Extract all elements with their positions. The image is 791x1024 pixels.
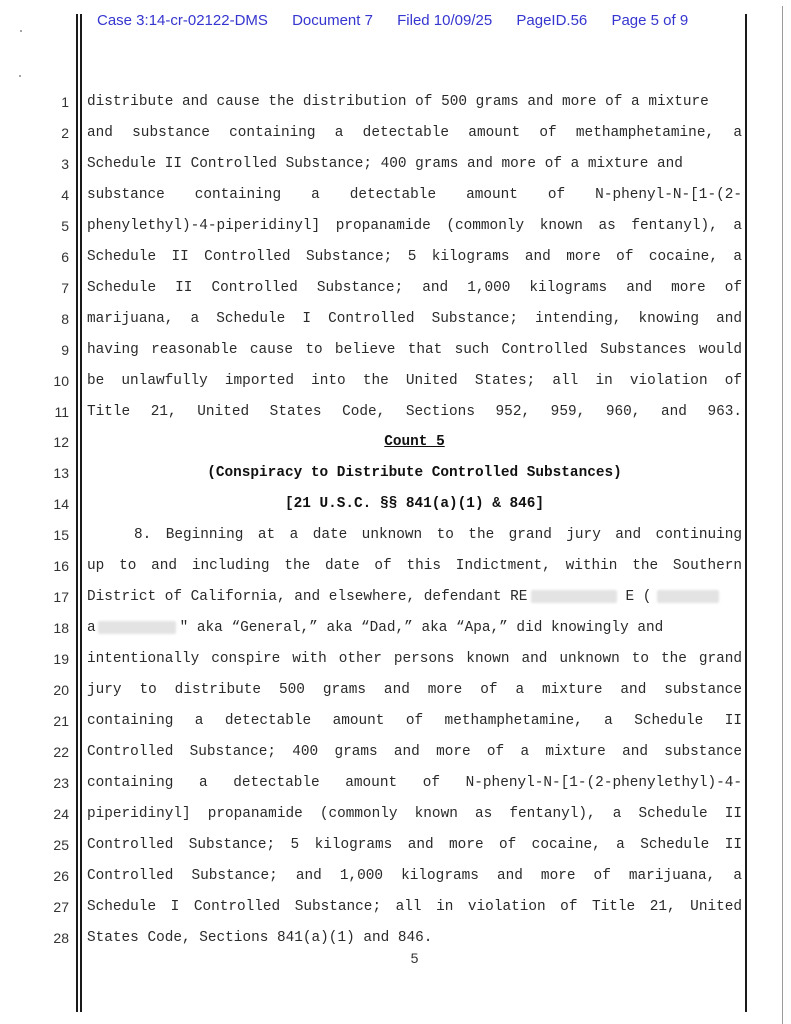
court-filing-header [97,12,708,29]
line-number: 22 [53,744,69,760]
page-id: PageID.56 [516,12,588,29]
document-number: Document 7 [292,12,373,29]
case-number: Case 3:14-cr-02122-DMS [97,12,268,29]
line-number: 11 [54,404,69,420]
text-line: having reasonable cause to believe that such Controlled Substances would [87,342,742,358]
text-line: containing a detectable amount of N-phenyl-N-[1-(2-phenylethyl)-4- [87,775,742,791]
line-number: 8 [61,311,69,327]
text-line: be unlawfully imported into the United States; all in violation of [87,373,742,389]
line-number: 26 [53,868,69,884]
right-margin-rule [745,14,747,1012]
line-number: 14 [53,496,69,512]
line-number: 25 [53,837,69,853]
count-statute: [21 U.S.C. §§ 841(a)(1) & 846] [284,496,545,512]
text-line: distribute and cause the distribution of 500 grams and more of a mixture [87,94,709,110]
text-line: up to and including the date of this Indictment, within the Southern [87,558,742,574]
text-line: States Code, Sections 841(a)(1) and 846. [87,930,433,946]
text-segment: E ( [625,589,652,605]
line-number: 21 [53,713,69,729]
text-line: marijuana, a Schedule I Controlled Substance; intending, knowing and [87,311,742,327]
line-number: 10 [53,373,69,389]
line-number: 1 [61,94,69,110]
page-number-footer: 5 [410,950,419,966]
text-line [87,589,742,605]
text-line [87,434,742,450]
line-number: 16 [53,558,69,574]
text-line: Controlled Substance; 400 grams and more of a mixture and substance [87,744,742,760]
text-line: containing a detectable amount of methamphetamine, a Schedule II [87,713,742,729]
text-line: phenylethyl)-4-piperidinyl] propanamide (commonly known as fentanyl), a [87,218,742,234]
line-number: 20 [53,682,69,698]
page-of-total: Page 5 of 9 [611,12,689,29]
line-number: 18 [53,620,69,636]
text-line: substance containing a detectable amount of N-phenyl-N-[1-(2- [87,187,742,203]
text-segment: District of California, and elsewhere, defendant RE [87,589,528,605]
line-number: 27 [53,899,69,915]
paragraph-start: 8. Beginning at a date unknown to the grand jury and continuing [134,527,742,543]
filed-date: Filed 10/09/25 [397,12,493,29]
count-heading: Count 5 [384,434,445,450]
scan-speck [19,75,21,77]
text-line [87,620,742,636]
line-number: 3 [61,156,69,172]
text-line: Schedule I Controlled Substance; all in violation of Title 21, United [87,899,742,915]
line-number: 5 [61,218,69,234]
left-margin-rule-outer [76,14,78,1012]
line-number: 15 [53,527,69,543]
redaction-blur [657,590,719,603]
line-number: 13 [53,465,69,481]
scan-speck [20,30,22,32]
text-segment: a [87,620,96,636]
line-number: 19 [53,651,69,667]
text-line: Title 21, United States Code, Sections 952, 959, 960, and 963. [87,404,742,420]
text-line: Schedule II Controlled Substance; 400 grams and more of a mixture and [87,156,683,172]
line-number: 24 [53,806,69,822]
text-line: and substance containing a detectable amount of methamphetamine, a [87,125,742,141]
redaction-blur [531,590,617,603]
line-number: 6 [61,249,69,265]
text-line: Controlled Substance; 5 kilograms and more of cocaine, a Schedule II [87,837,742,853]
text-segment: " aka “General,” aka “Dad,” aka “Apa,” did knowingly and [179,620,664,636]
text-line: Controlled Substance; and 1,000 kilograms and more of marijuana, a [87,868,742,884]
redaction-blur [98,621,176,634]
page-edge-line [782,6,783,1024]
line-number: 9 [61,342,69,358]
line-number: 2 [61,125,69,141]
text-line: piperidinyl] propanamide (commonly known as fentanyl), a Schedule II [87,806,742,822]
text-line: Schedule II Controlled Substance; 5 kilograms and more of cocaine, a [87,249,742,265]
line-number: 17 [53,589,69,605]
left-margin-rule-inner [80,14,82,1012]
line-number: 28 [53,930,69,946]
count-title: (Conspiracy to Distribute Controlled Substances) [207,465,622,481]
line-number: 23 [53,775,69,791]
text-line: Schedule II Controlled Substance; and 1,000 kilograms and more of [87,280,742,296]
text-line: jury to distribute 500 grams and more of a mixture and substance [87,682,742,698]
line-number: 4 [61,187,69,203]
line-number: 12 [53,434,69,450]
line-number: 7 [61,280,69,296]
text-line: intentionally conspire with other persons known and unknown to the grand [87,651,742,667]
